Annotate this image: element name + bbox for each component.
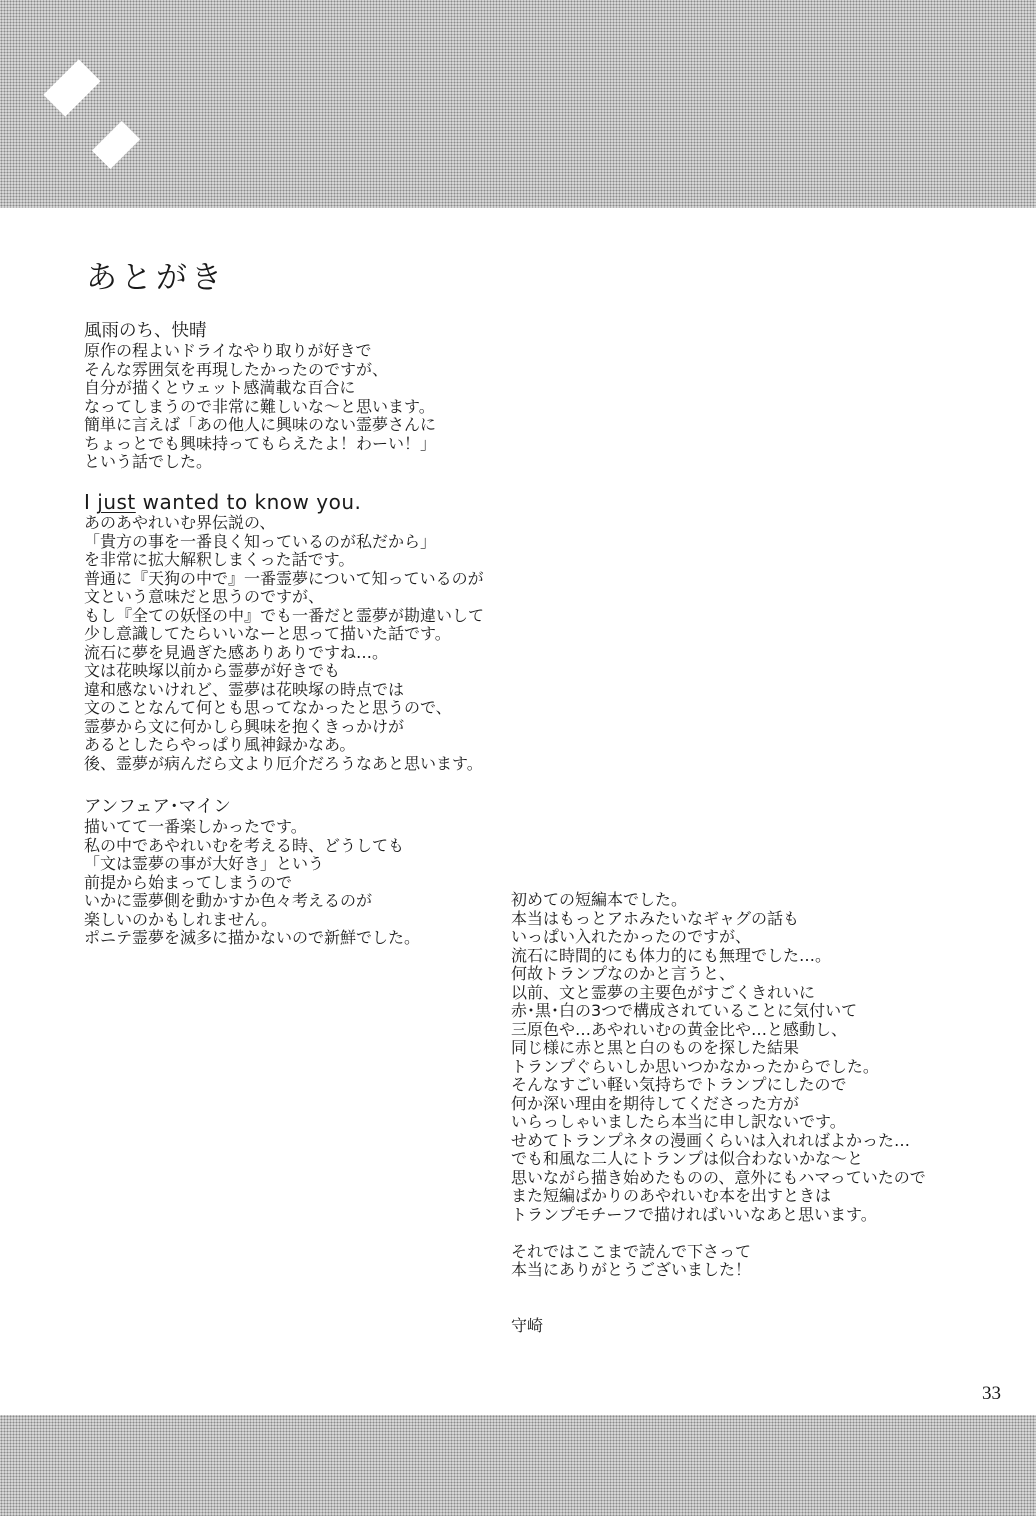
text-line: 自分が描くとウェット感満載な百合に xyxy=(84,378,356,397)
text-line: もし『全ての妖怪の中』でも一番だと霊夢が勘違いして xyxy=(84,605,485,625)
text-line: 簡単に言えば「あの他人に興味のない霊夢さんに xyxy=(84,415,437,434)
text-line: でも和風な二人にトランプは似合わないかな～と xyxy=(511,1149,864,1168)
text-line: 三原色や…あやれいむの黄金比や…と感動し、 xyxy=(511,1019,848,1039)
dotted-footer-band xyxy=(0,1415,1036,1516)
section-2 xyxy=(84,490,494,773)
section-heading: 風雨のち、快晴 xyxy=(84,321,207,341)
section-1 xyxy=(84,320,494,472)
text-line: 前提から始まってしまうので xyxy=(84,872,293,892)
text-line: 描いてて一番楽しかったです。 xyxy=(84,817,307,836)
text-line: それではここまで読んで下さって xyxy=(511,1241,752,1261)
text-line: 後、霊夢が病んだら文より厄介だろうなあと思います。 xyxy=(84,753,483,773)
text-line: を非常に拡大解釈しまくった話です。 xyxy=(84,550,355,569)
text-line: 同じ様に赤と黒と白のものを探した結果 xyxy=(511,1038,800,1057)
text-line: 違和感ないけれど、霊夢は花映塚の時点では xyxy=(84,679,405,699)
section-body xyxy=(84,342,494,472)
text-line: なってしまうので非常に難しいな～と思います。 xyxy=(84,396,435,416)
heading-text: wanted to know you. xyxy=(135,490,362,514)
section-body xyxy=(84,818,494,948)
text-line: あのあやれいむ界伝説の、 xyxy=(84,513,276,532)
text-line: トランプぐらいしか思いつかなかったからでした。 xyxy=(511,1056,879,1076)
text-line: ポニテ霊夢を滅多に描かないので新鮮でした。 xyxy=(84,928,421,947)
text-line: また短編ばかりのあやれいむ本を出すときは xyxy=(511,1186,832,1205)
text-line: 以前、文と霊夢の主要色がすごくきれいに xyxy=(511,982,816,1002)
text-line: トランプモチーフで描ければいいなあと思います。 xyxy=(511,1204,877,1224)
text-line: せめてトランプネタの漫画くらいは入れればよかった… xyxy=(511,1130,911,1150)
text-line: あるとしたらやっぱり風神録かなあ。 xyxy=(84,735,356,754)
text-line: 霊夢から文に何かしら興味を抱くきっかけが xyxy=(84,716,405,736)
closing-body xyxy=(511,891,981,1224)
text-line: ちょっとでも興味持ってもらえたよ！わーい！」 xyxy=(84,433,437,453)
text-line: 何か深い理由を期待してくださった方が xyxy=(511,1093,800,1113)
text-line: そんな雰囲気を再現したかったのですが、 xyxy=(84,359,389,379)
page-number: 33 xyxy=(982,1383,1001,1404)
text-line: 私の中であやれいむを考える時、どうしても xyxy=(84,835,405,855)
heading-text: I xyxy=(84,490,98,514)
text-line: 楽しいのかもしれません。 xyxy=(84,909,277,929)
signature: 守崎 xyxy=(511,1315,544,1335)
text-line: そんなすごい軽い気持ちでトランプにしたので xyxy=(511,1075,847,1094)
text-line: 少し意識してたらいいなーと思って描いた話です。 xyxy=(84,624,451,643)
text-line: 赤･黒･白の3つで構成されていることに気付いて xyxy=(511,1001,858,1020)
text-line: 流石に夢を見過ぎた感ありありですね…。 xyxy=(84,642,389,662)
section-3 xyxy=(84,796,494,948)
text-line: 普通に『天狗の中で』一番霊夢について知っているのが xyxy=(84,568,484,588)
text-line: 本当はもっとアホみたいなギャグの話も xyxy=(511,908,800,928)
page-title: あとがき xyxy=(86,260,226,296)
text-line: 原作の程よいドライなやり取りが好きで xyxy=(84,341,372,360)
section-heading xyxy=(84,490,361,514)
dotted-header-band xyxy=(0,0,1036,208)
text-line: 何故トランプなのかと言うと、 xyxy=(511,964,736,983)
text-line: 「文は霊夢の事が大好き」という xyxy=(84,854,325,873)
section-body xyxy=(84,514,494,773)
text-line: 「貴方の事を一番良く知っているのが私だから」 xyxy=(84,531,437,551)
text-line: 本当にありがとうございました！ xyxy=(511,1260,752,1279)
text-line: 思いながら描き始めたものの、意外にもハマっていたので xyxy=(511,1167,926,1187)
text-line: いかに霊夢側を動かすか色々考えるのが xyxy=(84,891,373,910)
closing-section xyxy=(511,891,981,1335)
text-line: 文という意味だと思うのですが、 xyxy=(84,587,325,606)
text-line: 流石に時間的にも体力的にも無理でした…。 xyxy=(511,945,832,965)
text-line: 文のことなんて何とも思ってなかったと思うので、 xyxy=(84,698,452,717)
text-line: いらっしゃいましたら本当に申し訳ないです。 xyxy=(511,1112,846,1131)
thanks-text xyxy=(511,1243,981,1280)
text-line: いっぱい入れたかったのですが、 xyxy=(511,927,752,946)
text-line: 文は花映塚以前から霊夢が好きでも xyxy=(84,661,341,680)
section-heading: アンフェア･マイン xyxy=(84,797,231,817)
text-line: という話でした。 xyxy=(84,452,213,471)
text-line: 初めての短編本でした。 xyxy=(511,890,688,909)
heading-underlined-word: just xyxy=(97,490,136,514)
